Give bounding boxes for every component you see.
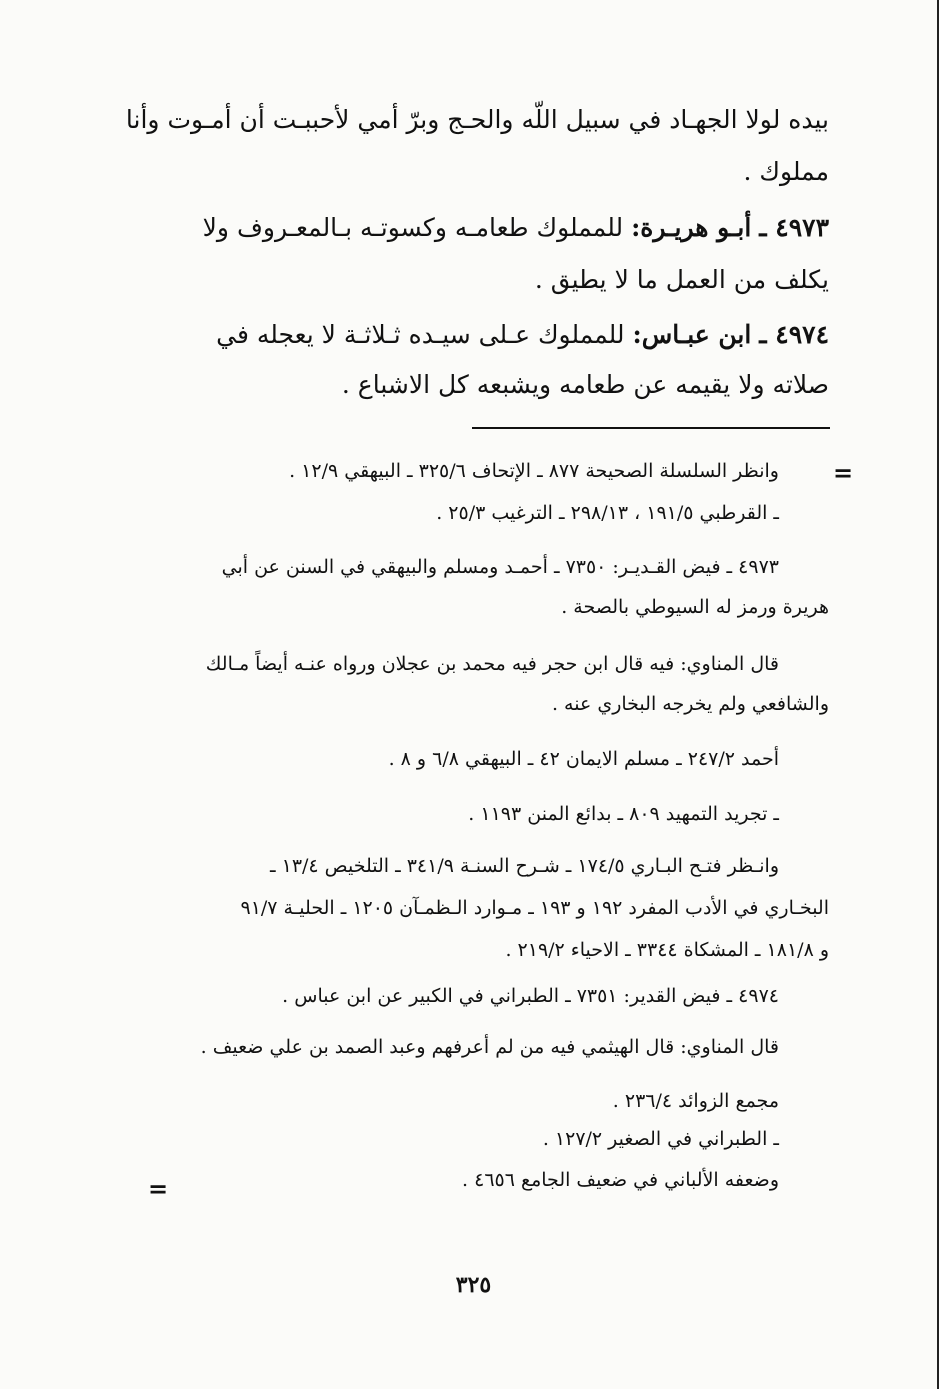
footnote-line: وضعفه الألباني في ضعيف الجامع ٤٦٥٦ .	[462, 1169, 779, 1191]
footnote-line: وانـظر فتـح البـاري ١٧٤/٥ ـ شـرح السنـة ٣٤١/٩ ـ التلخيص ١٣/٤ ـ	[270, 855, 779, 877]
continuation-mark-top: =	[833, 458, 854, 487]
hadith-text: للمملوك طعامـه وكسوتـه بـالمعـروف ولا	[202, 213, 624, 242]
footnote-line: مجمع الزوائد ٢٣٦/٤ .	[612, 1090, 779, 1112]
continuation-mark-bottom: =	[148, 1174, 169, 1203]
page-number: ٣٢٥	[455, 1272, 492, 1298]
narrator: ابن عبـاس:	[632, 320, 752, 349]
main-p1-line1: بيده لولا الجهـاد في سبيل اللّه والحـج وبرّ أمي لأحببـت أن أمـوت وأنا	[125, 105, 829, 134]
footnote-line: أحمد ٢٤٧/٢ ـ مسلم الايمان ٤٢ ـ البيهقي ٦/٨ و ٨ .	[388, 748, 779, 770]
footnote-line: وانظر السلسلة الصحيحة ٨٧٧ ـ الإتحاف ٣٢٥/٦ ـ البيهقي ١٢/٩ .	[289, 460, 779, 482]
footnote-line: البخـاري في الأدب المفرد ١٩٢ و ١٩٣ ـ مـوارد الـظمـآن ١٢٠٥ ـ الحليـة ٩١/٧	[240, 897, 829, 919]
footnote-line: قال المناوي: قال الهيثمي فيه من لم أعرفهم وعبد الصمد بن علي ضعيف .	[200, 1036, 779, 1058]
footnote-separator	[472, 427, 830, 429]
main-p3-line2: صلاته ولا يقيمه عن طعامه ويشبعه كل الاشباع .	[341, 370, 829, 399]
main-p1-line2: مملوك .	[743, 157, 829, 186]
main-p3-line1	[216, 320, 829, 349]
main-p2-line1	[203, 213, 829, 242]
footnote-line: و ١٨١/٨ ـ المشكاة ٣٣٤٤ ـ الاحياء ٢١٩/٢ .	[505, 939, 829, 961]
footnote-line: ـ الطبراني في الصغير ١٢٧/٢ .	[542, 1128, 779, 1150]
footnote-line: ٤٩٧٤ ـ فيض القدير: ٧٣٥١ ـ الطبراني في الكبير عن ابن عباس .	[282, 985, 779, 1007]
footnote-line: قال المناوي: فيه قال ابن حجر فيه محمد بن عجلان ورواه عنـه أيضاً مـالك	[205, 653, 779, 675]
footnote-line: ٤٩٧٣ ـ فيض القـديـر: ٧٣٥٠ ـ أحمـد ومسلم والبيهقي في السنن عن أبي	[221, 556, 779, 578]
footnote-line: والشافعي ولم يخرجه البخاري عنه .	[551, 693, 829, 715]
hadith-number: ٤٩٧٤ ـ	[759, 320, 829, 349]
hadith-number: ٤٩٧٣ ـ	[759, 213, 829, 242]
footnote-line: ـ تجريد التمهيد ٨٠٩ ـ بدائع المنن ١١٩٣ .	[468, 803, 779, 825]
footnote-line: ـ القرطبي ١٩١/٥ ، ٢٩٨/١٣ ـ الترغيب ٢٥/٣ .	[436, 502, 779, 524]
page-edge	[937, 0, 947, 1389]
narrator: أبـو هريـرة:	[631, 213, 752, 242]
main-p2-line2: يكلف من العمل ما لا يطيق .	[534, 265, 829, 294]
hadith-text: للمملوك عـلى سيـده ثـلاثـة لا يعجله في	[216, 320, 625, 349]
footnote-line: هريرة ورمز له السيوطي بالصحة .	[561, 596, 829, 618]
